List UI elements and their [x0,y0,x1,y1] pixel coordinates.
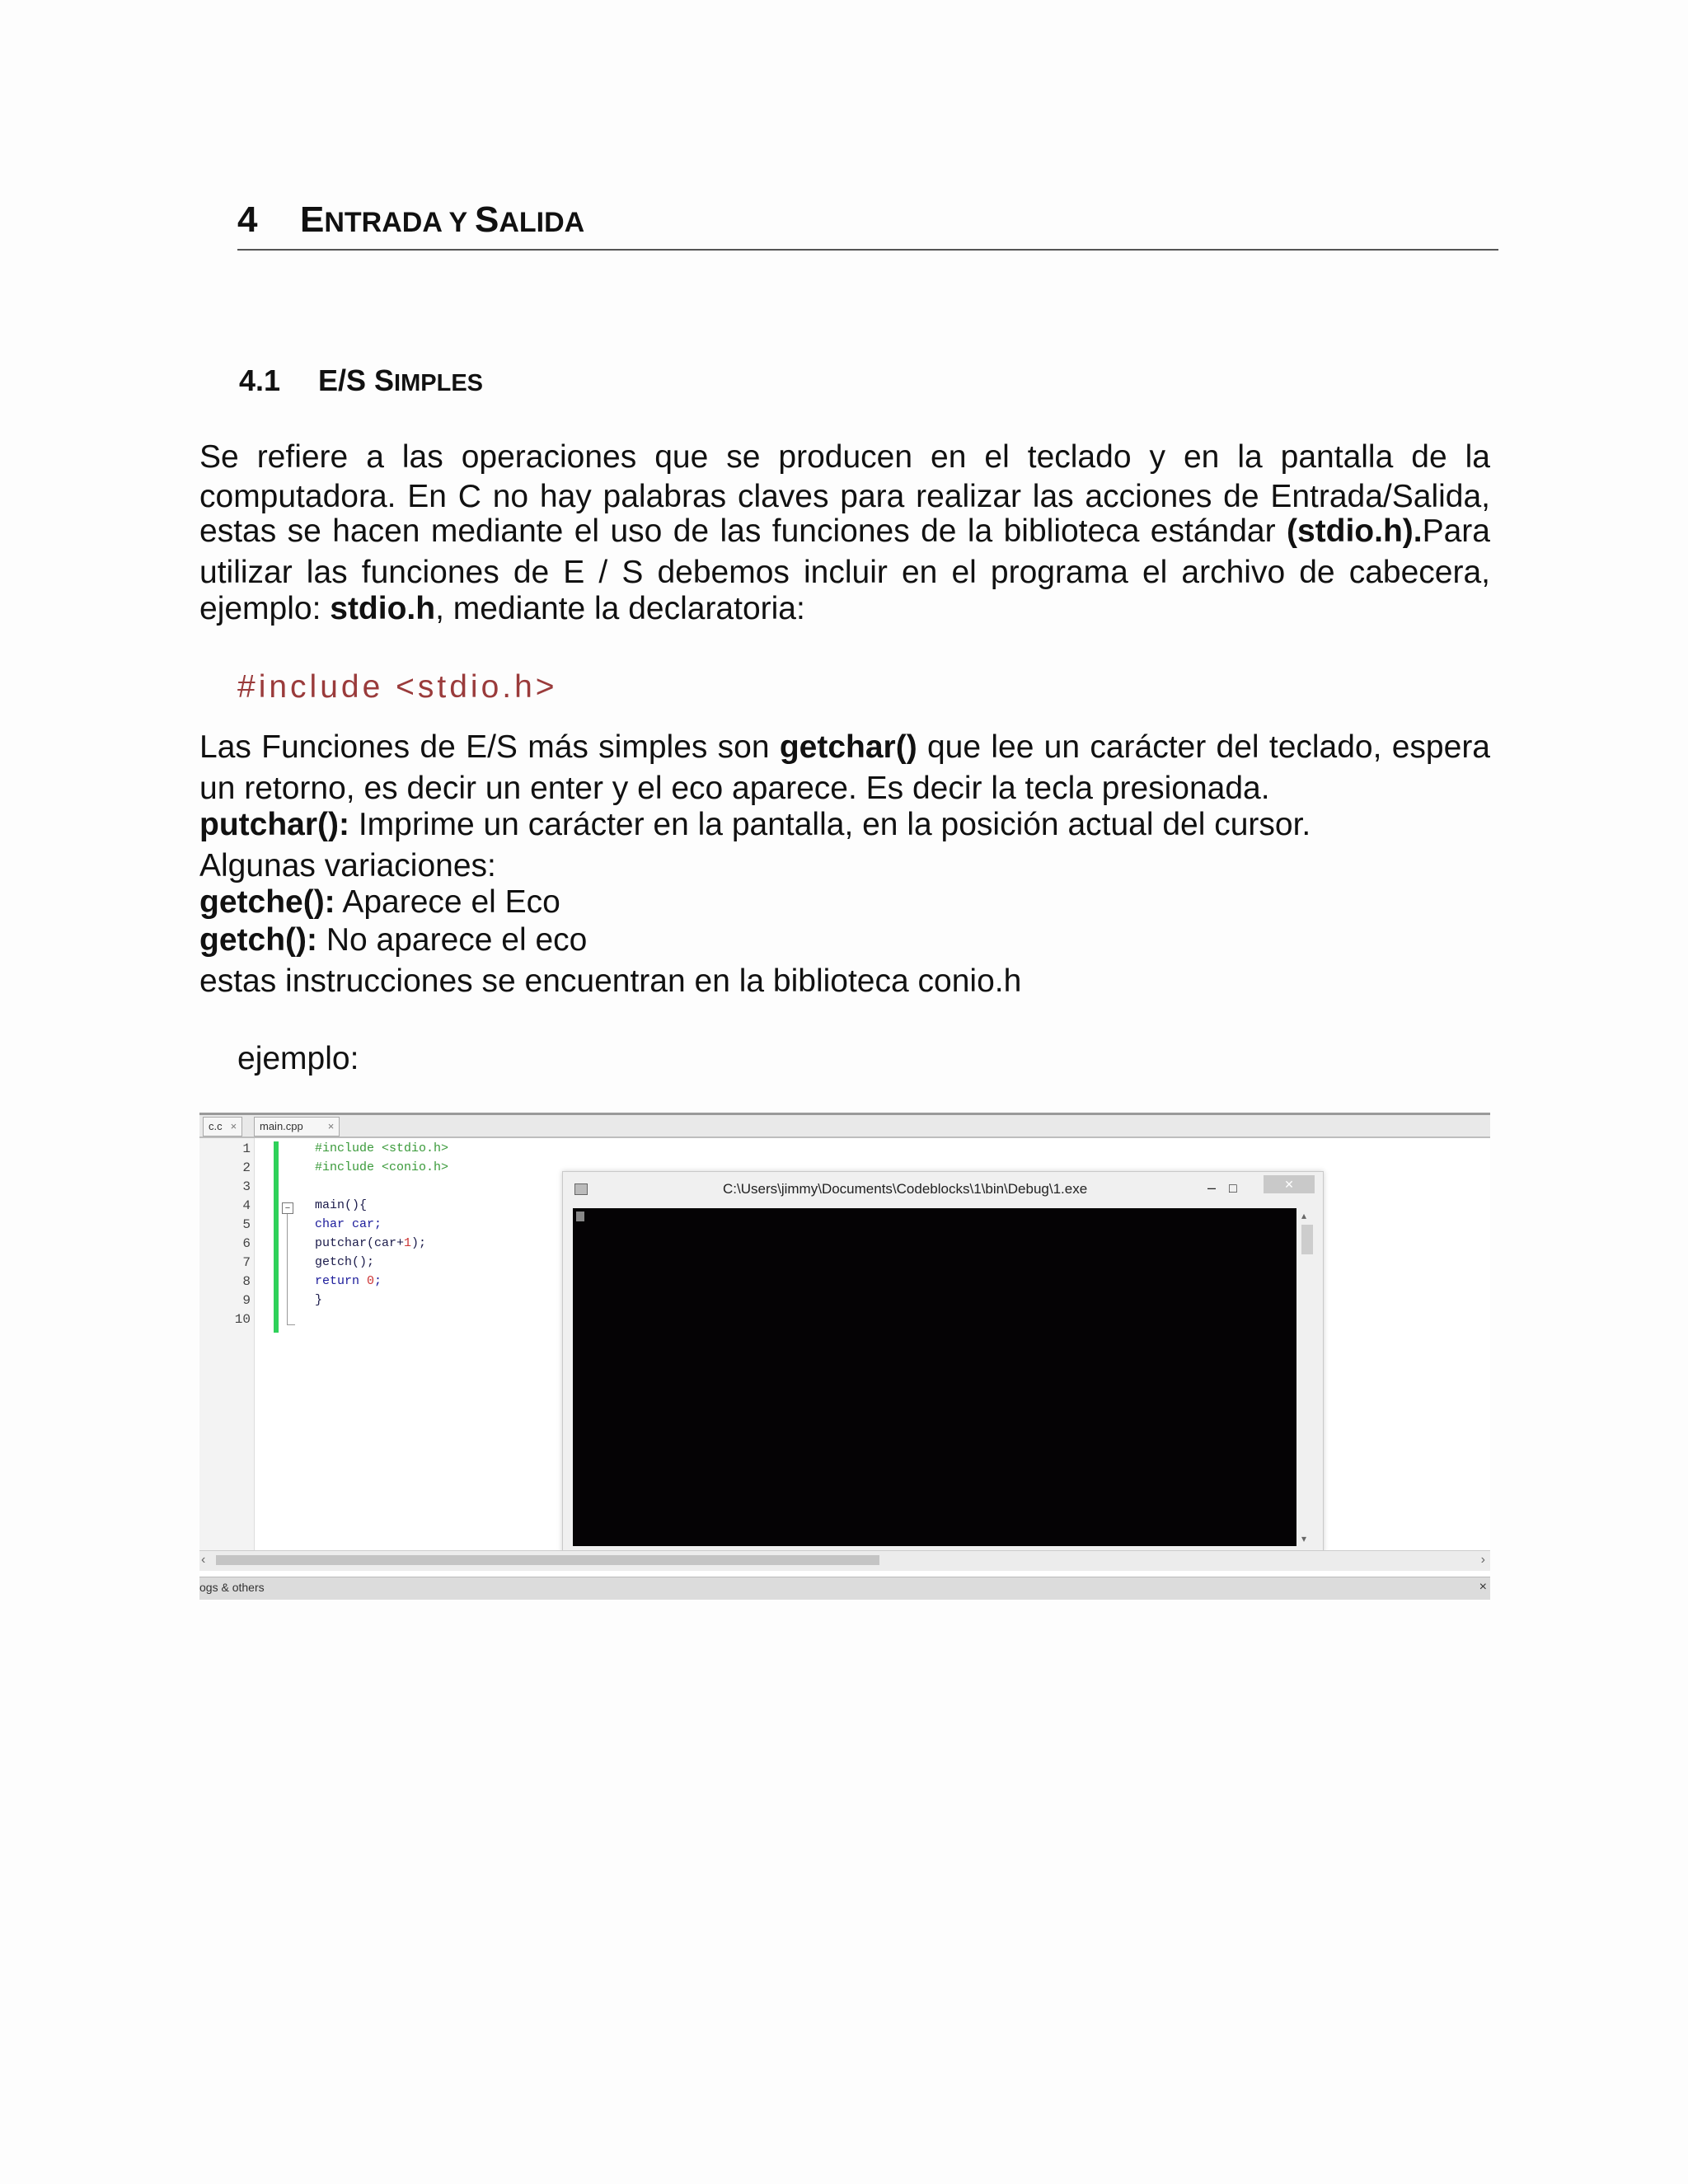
line-number: 6 [242,1236,251,1251]
section-number: 4.1 [239,363,281,397]
fold-guide [287,1214,288,1324]
code-line: #include <conio.h> [315,1160,449,1174]
fold-guide-end [287,1324,295,1325]
console-output[interactable] [573,1208,1296,1546]
console-app-icon[interactable] [574,1183,588,1195]
scroll-thumb[interactable] [1301,1225,1313,1254]
close-icon[interactable]: ✕ [1264,1175,1315,1193]
ide-screenshot [199,1113,1490,1600]
line-number: 2 [242,1160,251,1175]
functions-line-3: putchar(): Imprime un carácter en la pantalla, en la posición actual del cursor. [199,807,1311,842]
tab-close-icon[interactable]: × [327,1120,335,1132]
editor-tab-bar [199,1115,1490,1138]
code-line: #include <stdio.h> [315,1141,449,1155]
include-directive: #include <stdio.h> [237,669,558,705]
line-number: 9 [242,1293,251,1308]
intro-line-5: ejemplo: stdio.h, mediante la declaratoria: [199,591,805,626]
functions-line-6: getch(): No aparece el eco [199,922,588,958]
scroll-up-icon[interactable]: ▴ [1301,1210,1307,1221]
change-bar [274,1141,279,1333]
chapter-title: ENTRADA Y SALIDA [300,199,585,240]
code-line: return 0; [315,1274,382,1288]
maximize-icon[interactable]: □ [1229,1182,1237,1196]
intro-line-4: utilizar las funciones de E / S debemos incluir en el programa el archivo de cabecera, [199,555,1490,590]
console-window[interactable] [562,1171,1324,1554]
editor-horizontal-scrollbar[interactable] [199,1550,1490,1571]
chapter-heading [237,198,1498,251]
intro-line-1: Se refiere a las operaciones que se producen en el teclado y en la pantalla de la [199,439,1490,475]
console-scrollbar[interactable] [1298,1208,1316,1546]
scroll-left-icon[interactable]: ‹ [201,1553,206,1567]
code-line: main(){ [315,1198,368,1212]
tab-close-icon[interactable]: × [230,1120,237,1132]
scroll-down-icon[interactable]: ▾ [1301,1533,1307,1544]
line-number: 3 [242,1179,251,1194]
functions-line-4: Algunas variaciones: [199,848,496,883]
functions-line-1: Las Funciones de E/S más simples son getchar() que lee un carácter del teclado, espera [199,729,1490,765]
tab-c-file[interactable]: c.c × [203,1117,242,1137]
console-title: C:\Users\jimmy\Documents\Codeblocks\1\bin\Debug\1.exe [723,1181,1088,1197]
code-line: char car; [315,1217,382,1231]
scroll-thumb[interactable] [216,1555,879,1565]
console-title-bar[interactable] [563,1172,1323,1207]
functions-line-5: getche(): Aparece el Eco [199,884,560,920]
line-number: 7 [242,1255,251,1270]
line-number: 5 [242,1217,251,1232]
code-line: putchar(car+1); [315,1236,427,1250]
section-heading [239,363,483,401]
functions-line-7: estas instrucciones se encuentran en la biblioteca conio.h [199,963,1022,999]
scroll-right-icon[interactable]: › [1480,1553,1485,1567]
minimize-icon[interactable]: – [1207,1179,1217,1196]
fold-minus-icon[interactable]: − [282,1202,293,1214]
intro-line-2: computadora. En C no hay palabras claves para realizar las acciones de Entrada/Salida, [199,479,1490,514]
code-line: } [315,1293,323,1307]
logs-panel-bar [199,1577,1490,1600]
line-number: 4 [242,1198,251,1213]
line-number-gutter [199,1138,255,1567]
code-line: getch(); [315,1255,375,1269]
example-label: ejemplo: [237,1041,359,1076]
section-title: E/S SIMPLES [318,363,484,397]
chapter-number: 4 [237,199,258,240]
functions-line-2: un retorno, es decir un enter y el eco aparece. Es decir la tecla presionada. [199,771,1270,806]
intro-line-3: estas se hacen mediante el uso de las funciones de la biblioteca estándar (stdio.h).Para [199,513,1490,549]
text-cursor [576,1212,584,1221]
logs-panel-label: ogs & others [199,1581,265,1594]
line-number: 1 [242,1141,251,1156]
line-number: 8 [242,1274,251,1289]
line-number: 10 [234,1312,251,1327]
tab-main-cpp[interactable]: main.cpp × [254,1117,340,1137]
close-icon[interactable]: × [1479,1580,1487,1594]
